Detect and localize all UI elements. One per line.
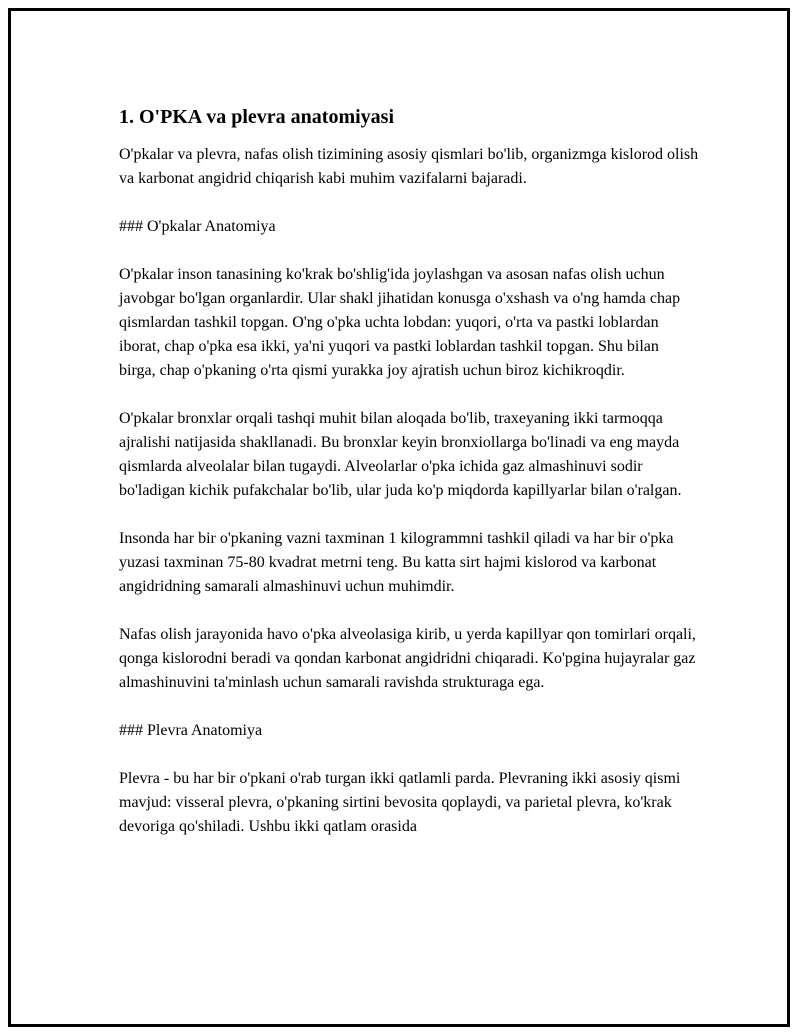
intro-paragraph: O'pkalar va plevra, nafas olish tizimining asosiy qismlari bo'lib, organizmga kislorod olish va karbonat angidrid chiqarish kabi muhim vazifalarni bajaradi. [119,146,699,187]
paragraph-bronchi: O'pkalar bronxlar orqali tashqi muhit bilan aloqada bo'lib, traxeyaning ikki tarmoqqa ajralishi natijasida shakllanadi. Bu bronxlar keyin bronxiollarga bo'linadi va eng mayda qismlarda alveolalar bilan tugaydi. Alveolarlar o'pka ichida gaz almashinuvi sodir bo'ladigan kichik pufakchalar bo'lib, ular juda ko'p miqdorda kapillyarlar bilan o'ralgan. [119,410,682,499]
paragraph-lung-weight: Insonda har bir o'pkaning vazni taxminan 1 kilogrammni tashkil qiladi va har bir o'pka yuzasi taxminan 75-80 kvadrat metrni teng. Bu katta sirt hajmi kislorod va karbonat angidridning samarali almashinuvi uchun muhimdir. [119,530,674,595]
page-frame [8,8,790,1027]
document-body [119,103,699,863]
section-heading-opkalar: ### O'pkalar Anatomiya [119,218,276,235]
section-heading-plevra: ### Plevra Anatomiya [119,722,263,739]
paragraph-opkalar-anatomy: O'pkalar inson tanasining ko'krak bo'shlig'ida joylashgan va asosan nafas olish uchun javobgar bo'lgan organlardir. Ular shakl jihatidan konusga o'xshash va o'ng hamda chap qismlardan tashkil topgan. O'ng o'pka uchta lobdan: yuqori, o'rta va pastki loblardan iborat, chap o'pka esa ikki, ya'ni yuqori va pastki loblardan tashkil topgan. Shu bilan birga, chap o'pkaning o'rta qismi yurakka joy ajratish uchun biroz kichikroqdir. [119,266,681,379]
paragraph-gas-exchange: Nafas olish jarayonida havo o'pka alveolasiga kirib, u yerda kapillyar qon tomirlari orqali, qonga kislorodni beradi va qondan karbonat angidridni chiqaradi. Ko'pgina hujayralar gaz almashinuvini ta'minlash uchun samarali ravishda strukturaga ega. [119,626,696,691]
document-title: 1. O'PKA va plevra anatomiyasi [119,106,394,128]
paragraph-plevra-anatomy: Plevra - bu har bir o'pkani o'rab turgan ikki qatlamli parda. Plevraning ikki asosiy qismi mavjud: visseral plevra, o'pkaning sirtini bevosita qoplaydi, va parietal plevra, ko'krak devoriga qo'shiladi. Ushbu ikki qatlam orasida [119,770,681,835]
